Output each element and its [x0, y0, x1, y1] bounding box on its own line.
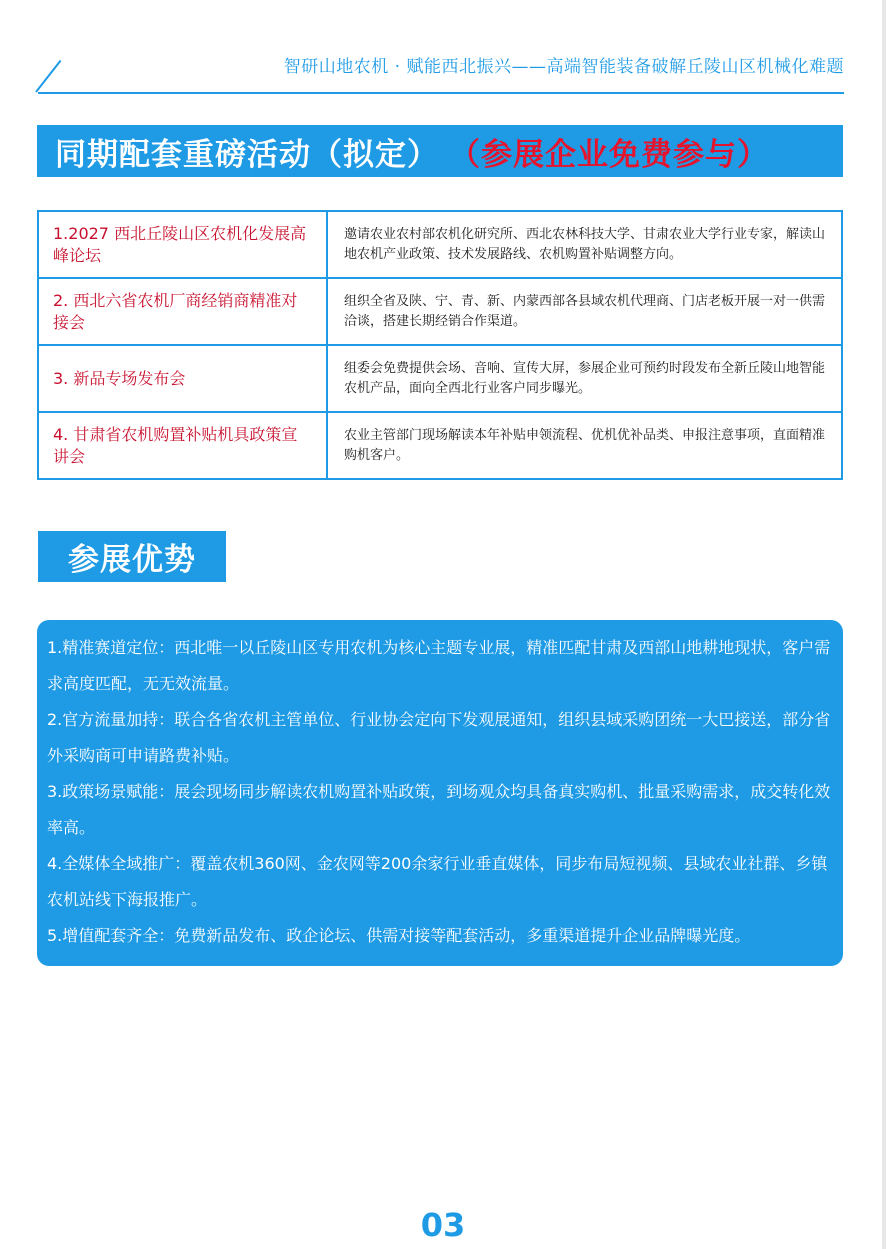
events-subtitle: （参展企业免费参与） — [449, 136, 769, 173]
table-row — [38, 278, 842, 345]
header-decor-slash — [35, 60, 61, 93]
events-table — [37, 210, 843, 480]
advantage-item: 2.官方流量加持：联合各省农机主管单位、行业协会定向下发观展通知，组织县域采购团统一大巴接送，部分省外采购商可申请路费补贴。 — [47, 710, 831, 765]
advantage-item: 3.政策场景赋能：展会现场同步解读农机购置补贴政策，到场观众均具备真实购机、批量采购需求，成交转化效率高。 — [47, 782, 831, 837]
event-name: 2. 西北六省农机厂商经销商精准对接会 — [38, 278, 327, 345]
advantage-item: 1.精准赛道定位：西北唯一以丘陵山区专用农机为核心主题专业展，精准匹配甘肃及西部山地耕地现状，客户需求高度匹配，无无效流量。 — [47, 638, 831, 693]
event-description: 组织全省及陕、宁、青、新、内蒙西部各县域农机代理商、门店老板开展一对一供需洽谈，搭建长期经销合作渠道。 — [327, 278, 842, 345]
event-name: 3. 新品专场发布会 — [38, 345, 327, 412]
advantages-box — [37, 620, 843, 966]
event-description: 组委会免费提供会场、音响、宣传大屏，参展企业可预约时段发布全新丘陵山地智能农机产品，面向全西北行业客户同步曝光。 — [327, 345, 842, 412]
table-row — [38, 211, 842, 278]
page-edge — [882, 0, 886, 1249]
advantage-item: 5.增值配套齐全：免费新品发布、政企论坛、供需对接等配套活动，多重渠道提升企业品牌曝光度。 — [47, 926, 751, 945]
header-divider — [38, 92, 844, 94]
advantage-item: 4.全媒体全域推广：覆盖农机360网、金农网等200余家行业垂直媒体，同步布局短视频、县域农业社群、乡镇农机站线下海报推广。 — [47, 854, 828, 909]
advantages-title: 参展优势 — [38, 531, 226, 582]
table-row — [38, 345, 842, 412]
event-name: 1.2027 西北丘陵山区农机化发展高峰论坛 — [38, 211, 327, 278]
page-number: 03 — [420, 1206, 466, 1244]
events-banner — [37, 125, 843, 177]
events-title: 同期配套重磅活动（拟定） — [55, 136, 439, 173]
table-row — [38, 412, 842, 479]
event-description: 邀请农业农村部农机化研究所、西北农林科技大学、甘肃农业大学行业专家，解读山地农机产业政策、技术发展路线、农机购置补贴调整方向。 — [327, 211, 842, 278]
event-description: 农业主管部门现场解读本年补贴申领流程、优机优补品类、申报注意事项，直面精准购机客户。 — [327, 412, 842, 479]
header-title: 智研山地农机 · 赋能西北振兴——高端智能装备破解丘陵山区机械化难题 — [283, 57, 844, 77]
event-name: 4. 甘肃省农机购置补贴机具政策宣讲会 — [38, 412, 327, 479]
